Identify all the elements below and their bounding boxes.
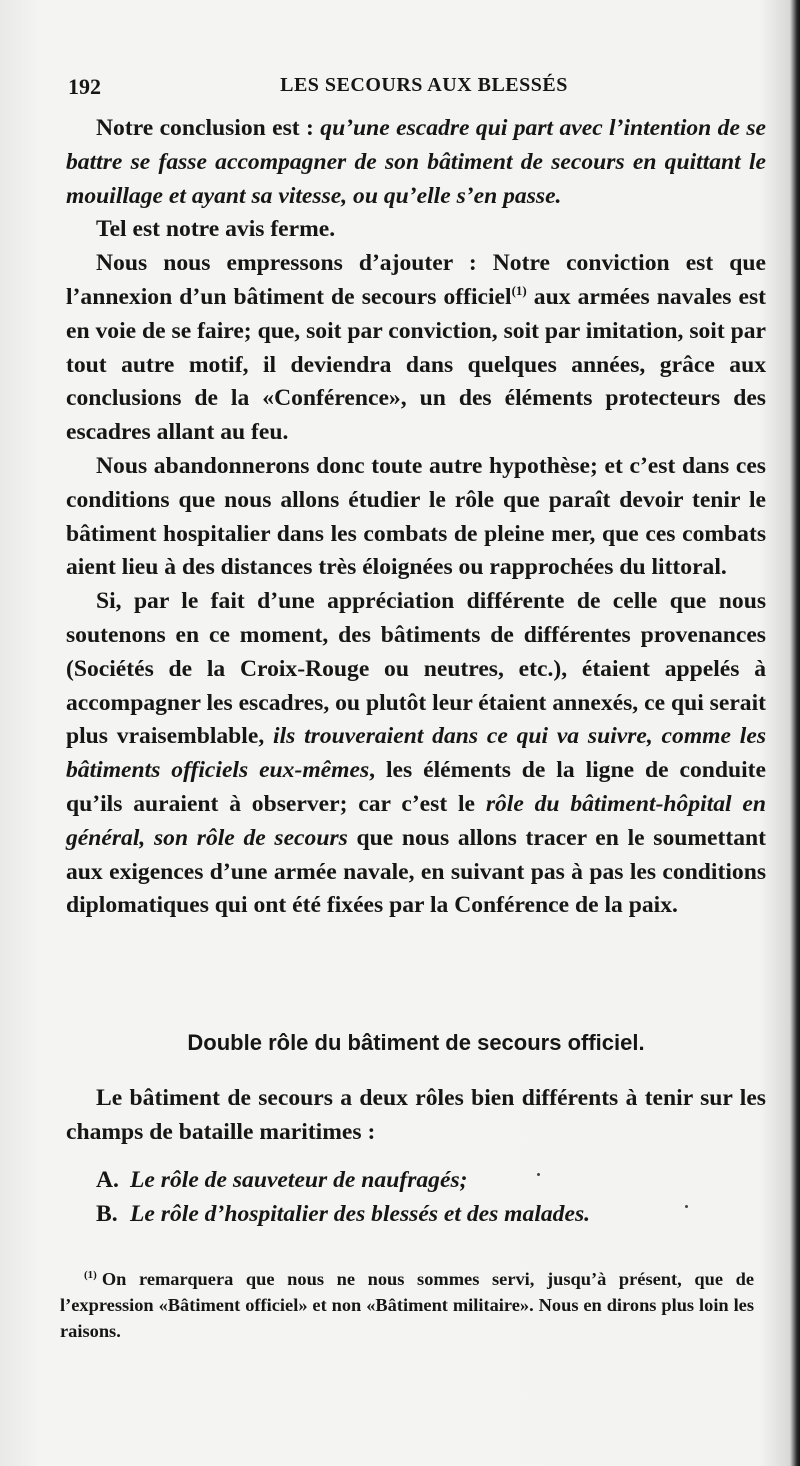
- paragraph-text: Nous nous empressons d’ajouter : Notre conviction est que l’annexion d’un bâtiment de secours officiel: [66, 250, 766, 310]
- paragraph-text: Si, par le fait d’une appréciation différente de celle que nous soutenons en ce moment, des bâtiments de différentes provenances (Sociétés de la Croix-Rouge ou neutres, etc.), étaient appelés à accompagner les escadres, ou plutôt leur étaient annexés, ce qui serait plus vraisemblable,: [66, 588, 766, 750]
- running-head: LES SECOURS AUX BLESSÉS: [280, 74, 568, 96]
- footnote: [60, 1266, 754, 1344]
- list-item: [96, 1197, 746, 1231]
- page-number: 192: [68, 74, 101, 99]
- list-item: [96, 1163, 746, 1197]
- list-text: Le rôle de sauveteur de naufragés;: [130, 1167, 468, 1193]
- italic-text: ils trouveraient dans ce qui va suivre, comme les bâtiments officiels eux-mêmes: [66, 723, 766, 784]
- print-speck: [537, 1173, 540, 1176]
- roles-list: [96, 1163, 746, 1231]
- italic-text: rôle du bâtiment-hôpital en général, son rôle de secours: [66, 790, 766, 851]
- list-marker: B.: [96, 1201, 118, 1227]
- paragraph-conviction: [66, 247, 766, 450]
- page-header: [68, 70, 780, 104]
- paragraph-text: aux armées navales est en voie de se faire; que, soit par conviction, soit par imitation, soit par tout autre motif, il deviendra dans quelques années, grâce aux conclusions de la «Conférence», un des éléments protecteurs des escadres allant au feu.: [66, 283, 766, 446]
- paragraph-text: que nous allons tracer en le soumettant aux exigences d’une armée navale, en suivant pas à pas les conditions diplomatiques qui ont été fixées par la Conférence de la paix.: [66, 824, 767, 919]
- main-text: [66, 112, 766, 923]
- paragraph-avis: Tel est notre avis ferme.: [96, 216, 336, 243]
- paragraph-appreciation: [66, 585, 766, 923]
- section-intro: [66, 1082, 766, 1150]
- paragraph-hypothese: Nous abandonnerons donc toute autre hypothèse; et c’est dans ces conditions que nous allons étudier le rôle que paraît devoir tenir le bâtiment hospitalier dans les combats de pleine mer, que ces combats aient lieu à des distances très éloignées ou rapprochées du littoral.: [66, 452, 766, 581]
- section-intro-text: Le bâtiment de secours a deux rôles bien différents à tenir sur les champs de bataille maritimes :: [66, 1085, 766, 1145]
- list-text: Le rôle d’hospitalier des blessés et des malades.: [130, 1201, 591, 1227]
- paragraph-text: Notre conclusion est :: [96, 115, 321, 141]
- italic-text: qu’une escadre qui part avec l’intention de se battre se fasse accompagner de son bâtiment de secours en quittant le mouillage et ayant sa vitesse, ou qu’elle s’en passe.: [66, 115, 766, 209]
- section-title: Double rôle du bâtiment de secours officiel.: [187, 1030, 645, 1055]
- footnote-reference: (1): [511, 283, 527, 299]
- footnote-mark: (1): [84, 1268, 97, 1281]
- print-speck: [685, 1205, 688, 1208]
- paragraph-text: , les éléments de la ligne de conduite qu’ils auraient à observer; car c’est le: [66, 757, 766, 817]
- paragraph-conclusion: [66, 112, 766, 213]
- list-marker: A.: [96, 1167, 119, 1193]
- footnote-paragraph: [60, 1266, 754, 1344]
- footnote-text: On remarquera que nous ne nous sommes servi, jusqu’à présent, que de l’expression «Bâtiment officiel» et non «Bâtiment militaire». Nous en dirons plus loin les raisons.: [60, 1269, 754, 1341]
